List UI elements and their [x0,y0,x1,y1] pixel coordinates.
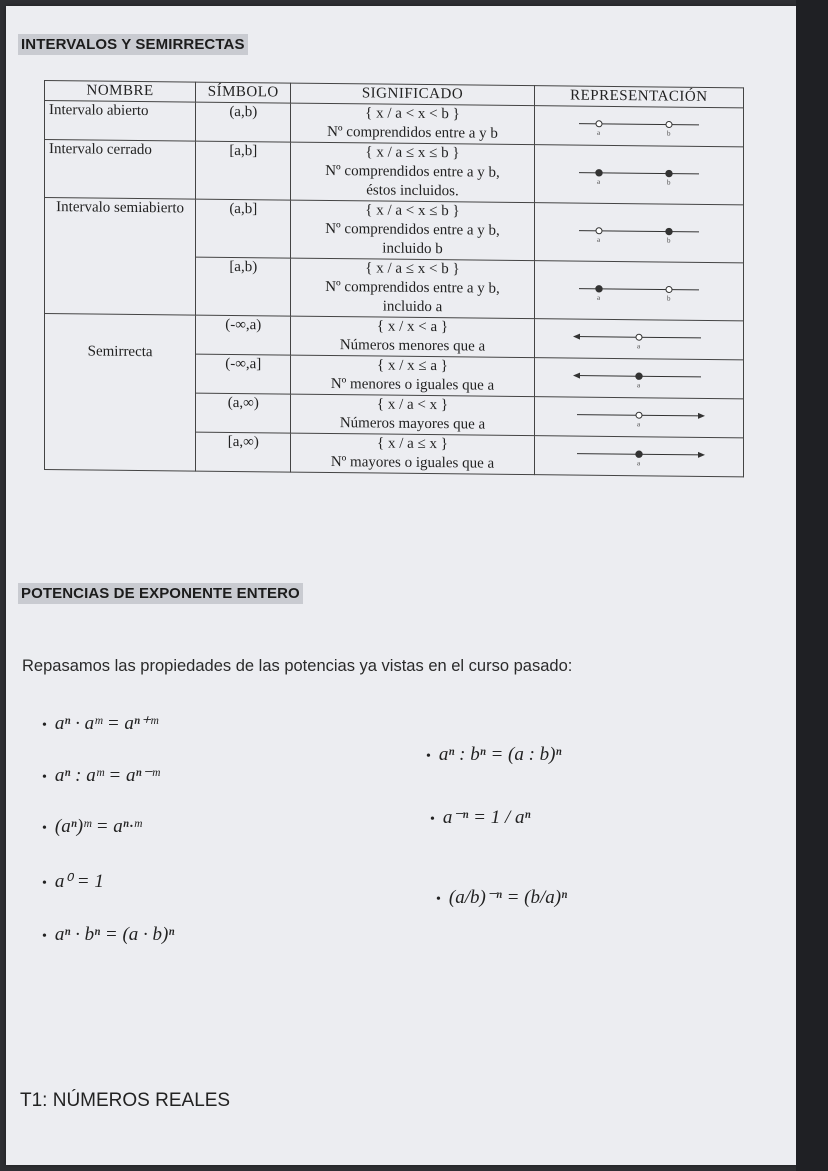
formula-text: a⁰ = 1 [54,871,104,892]
row-symbol: (-∞,a] [196,354,291,394]
row-representation [534,145,743,205]
formula-text: aⁿ · bⁿ = (a · b)ⁿ [54,924,175,945]
formula-text: aⁿ · aᵐ = aⁿ⁺ᵐ [54,713,158,734]
label-b: b [666,178,671,187]
row-symbol: (a,b] [196,199,291,258]
row-description: Nº comprendidos entre a y b [327,123,498,142]
row-symbol: (-∞,a) [196,315,291,355]
number-line-open-closed [569,221,709,244]
row-description-2: incluido a [382,298,443,316]
label-b: b [666,294,671,303]
footer-unit-title: T1: NÚMEROS REALES [20,1090,231,1111]
header-representation: REPRESENTACIÓN [534,86,743,108]
row-description: Números mayores que a [339,415,486,433]
header-name: NOMBRE [45,81,196,103]
row-description: Nº comprendidos entre a y b, [325,278,500,297]
label-a: a [636,342,640,351]
formula-text: a⁻ⁿ = 1 / aⁿ [442,807,531,828]
formula-quotient-same-base: • aⁿ : aᵐ = aⁿ⁻ᵐ [42,765,160,786]
number-line-right-closed [569,444,709,467]
row-meaning [291,258,534,319]
label-a: a [596,128,600,137]
row-symbol: [a,b] [196,141,291,200]
formula-text: (aⁿ)ᵐ = aⁿ·ᵐ [54,816,142,837]
formula-text: aⁿ : bⁿ = (a : b)ⁿ [438,744,562,765]
number-line-left-closed [569,366,709,389]
table-row [45,198,744,263]
section-title-powers: POTENCIAS DE EXPONENTE ENTERO [18,583,303,604]
row-description-2: incluido b [382,240,443,258]
row-meaning [291,103,534,145]
background-edge [796,0,828,1171]
label-a: a [596,177,600,186]
intervals-table [44,80,744,477]
row-name: Intervalo abierto [45,101,196,142]
header-meaning: SIGNIFICADO [291,83,534,106]
number-line-closed-open [569,279,709,302]
label-a: a [636,381,640,390]
formula-zero-exponent: • a⁰ = 1 [42,871,104,892]
row-set: { x / a ≤ x } [377,435,448,453]
formula-product-same-base: • aⁿ · aᵐ = aⁿ⁺ᵐ [42,713,158,734]
row-symbol: (a,b) [196,102,291,142]
formula-quotient-same-exponent: • aⁿ : bⁿ = (a : b)ⁿ [426,744,562,765]
label-a: a [636,459,640,468]
formula-product-same-exponent: • aⁿ · bⁿ = (a · b)ⁿ [42,924,175,945]
formula-text: aⁿ : aᵐ = aⁿ⁻ᵐ [54,765,160,786]
row-meaning [291,394,534,436]
row-meaning [291,316,534,358]
number-line-closed-closed [569,163,709,186]
row-description-2: éstos incluidos. [366,182,459,200]
row-set: { x / a ≤ x ≤ b } [365,144,460,162]
row-meaning [291,200,534,261]
row-set: { x / a ≤ x < b } [365,260,460,278]
row-representation [534,397,743,438]
row-name: Semirrecta [45,314,196,472]
document-page [6,6,796,1165]
row-set: { x / x ≤ a } [377,357,448,375]
row-description: Nº comprendidos entre a y b, [325,162,500,181]
label-b: b [666,129,671,138]
row-representation [534,261,743,321]
row-meaning [291,433,534,475]
row-set: { x / a < x ≤ b } [365,202,460,220]
row-representation [534,203,743,263]
row-symbol: [a,∞) [196,432,291,472]
row-name: Intervalo semiabierto [45,198,196,316]
row-name: Intervalo cerrado [45,140,196,200]
row-set: { x / a < x } [376,396,449,414]
row-description: Números menores que a [339,337,486,355]
label-a: a [636,420,640,429]
row-representation [534,358,743,399]
row-set: { x / a < x < b } [365,105,460,123]
row-meaning [291,355,534,397]
row-representation [534,319,743,360]
row-description: Nº menores o iguales que a [330,376,495,394]
formula-text: (a/b)⁻ⁿ = (b/a)ⁿ [448,887,568,908]
intro-text: Repasamos las propiedades de las potencias ya vistas en el curso pasado: [22,657,573,675]
label-b: b [666,236,671,245]
header-symbol: SÍMBOLO [196,82,291,103]
row-description: Nº mayores o iguales que a [330,454,495,472]
row-representation [534,106,743,147]
number-line-right-open [569,405,709,428]
row-representation [534,436,743,477]
label-a: a [596,293,600,302]
table-row [45,314,744,360]
label-a: a [596,235,600,244]
section-title-intervals: INTERVALOS Y SEMIRRECTAS [18,34,248,55]
formula-fraction-negative-exponent: • (a/b)⁻ⁿ = (b/a)ⁿ [436,887,568,908]
table-row [45,140,744,205]
row-set: { x / x < a } [376,318,449,336]
number-line-left-open [569,327,709,350]
row-symbol: [a,b) [196,257,291,316]
number-line-open-open [569,114,709,137]
formula-negative-exponent: • a⁻ⁿ = 1 / aⁿ [430,807,531,828]
formula-power-of-power: • (aⁿ)ᵐ = aⁿ·ᵐ [42,816,142,837]
row-description: Nº comprendidos entre a y b, [325,220,500,239]
row-meaning [291,142,534,203]
row-symbol: (a,∞) [196,393,291,433]
